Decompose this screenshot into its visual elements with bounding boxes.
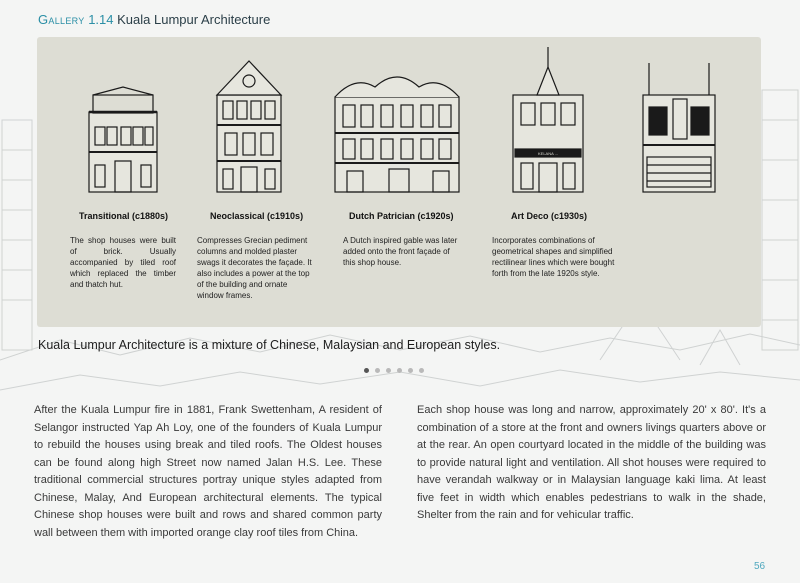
style-name-neoclassical: Neoclassical (c1910s) <box>210 211 304 221</box>
style-name-art-deco: Art Deco (c1930s) <box>511 211 588 221</box>
body-text-left: After the Kuala Lumpur fire in 1881, Frank Swettenham, A resident of Selangor instructed Yap Ah Loy, one of the founders of Kuala Lumpur to rebuild the houses using break and tiled roofs. The Oldest houses can be found along high Street now named Jalan H.S. Lee. These traditional commercial structures portray unique styles adapted from Chinese, Malay, And European architectural elements. The typical Chinese shop houses were built and rows and shared common party wall between them with imported orange clay roof tiles from China. <box>34 404 382 539</box>
style-name-dutch-patrician: Dutch Patrician (c1920s) <box>349 211 454 221</box>
modern-building-illustration <box>643 63 715 192</box>
style-name-transitional: Transitional (c1880s) <box>79 211 169 221</box>
transitional-building-illustration <box>89 87 157 192</box>
architecture-gallery-panel[interactable] <box>37 37 761 327</box>
neoclassical-building-illustration <box>217 61 281 192</box>
gallery-pagination <box>364 368 424 376</box>
pagination-dot[interactable] <box>375 368 380 373</box>
page-number: 56 <box>754 561 766 572</box>
body-text-right: Each shop house was long and narrow, approximately 20' x 80'. It's a combination of a store at the front and owners livings quarters above or at the rear. An open courtyard located in the middle of the building was to provide natural light and ventilation. All shot houses were required to have verandah walkway or in Malaysian language kaki lima. At least five feet in width which enables pedestrians to walk in the shade, Shelter from the rain and for vehicular traffic. <box>417 404 766 521</box>
style-desc-art-deco: Incorporates combinations of geometrical shapes and simplified rectilinear lines which were bought forth from the late 1920s style. <box>492 236 615 278</box>
dutch-patrician-building-illustration <box>335 77 459 192</box>
building-illustrations <box>37 37 761 202</box>
pagination-dot[interactable] <box>408 368 413 373</box>
style-desc-transitional: The shop houses were built of brick. Usually accompanied by tiled roof which replaced the timber and thatch hut. <box>70 236 176 289</box>
pagination-dot[interactable] <box>397 368 402 373</box>
gallery-caption: Kuala Lumpur Architecture is a mixture of Chinese, Malaysian and European styles. <box>38 338 501 352</box>
style-desc-dutch-patrician: A Dutch inspired gable was later added onto the front façade of this shop house. <box>343 236 458 267</box>
pagination-dot[interactable] <box>419 368 424 373</box>
style-desc-neoclassical: Compresses Grecian pediment columns and molded plaster swags it decorates the façade. It also includes a power at the top of the building and ornate window frames. <box>197 236 312 300</box>
gallery-name: Kuala Lumpur Architecture <box>117 12 271 27</box>
pagination-dot[interactable] <box>364 368 369 373</box>
gallery-label: Gallery <box>38 12 85 27</box>
gallery-title <box>38 12 270 27</box>
gallery-number: 1.14 <box>88 12 114 27</box>
art-deco-sign-text: KELANA ... <box>537 151 559 156</box>
art-deco-building-illustration <box>513 47 583 192</box>
pagination-dot[interactable] <box>386 368 391 373</box>
